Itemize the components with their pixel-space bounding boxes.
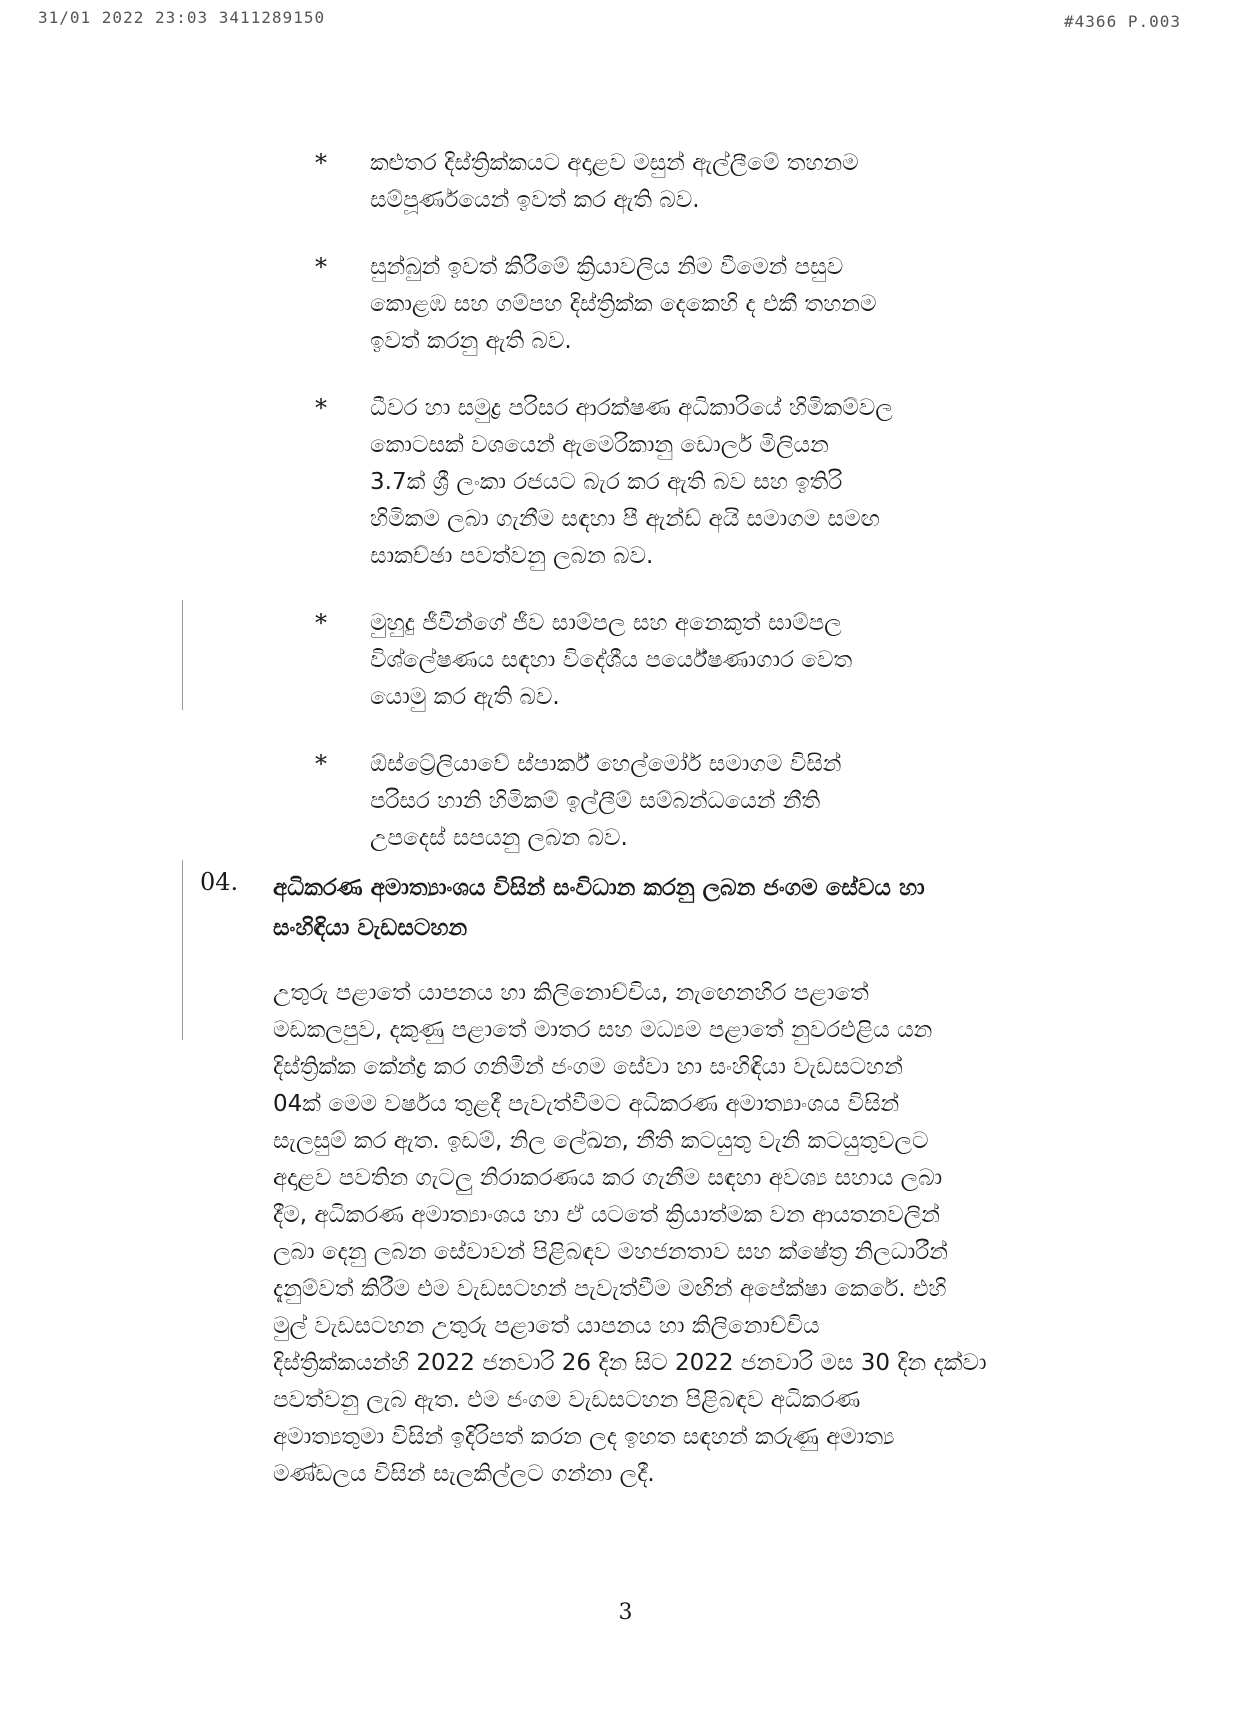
section-04 — [200, 868, 1140, 948]
fax-timestamp: 31/01 2022 23:03 3411289150 — [38, 8, 326, 27]
fax-page-id: #4366 P.003 — [1064, 12, 1181, 31]
bullet-item — [300, 145, 1040, 219]
bullet-text: කළුතර දිස්ත්‍රික්කයට අදාළව මසුන් ඇල්ලීමේ තහනම සම්පූර්ණයෙන් ඉවත් කර ඇති බව. — [370, 150, 859, 213]
bullet-text: සුන්බුන් ඉවත් කිරීමේ ක්‍රියාවලිය නිම වීමෙන් පසුව කොළඹ සහ ගම්පහ දිස්ත්‍රික්ක දෙකෙහි ද එකී තහනම ඉවත් කරනු ඇති බව. — [370, 254, 877, 354]
bullet-text: මුහුදු ජීවීන්ගේ ජීව සාම්පල සහ අනෙකුත් සාම්පල විශ්ලේෂණය සඳහා විදේශීය පර්යේෂණාගාර වෙත යොමු කර ඇති බව. — [370, 610, 853, 710]
bullet-item — [300, 249, 1040, 360]
bullet-item — [300, 746, 1040, 857]
bullet-item — [300, 605, 1040, 716]
bullet-list — [300, 145, 1040, 887]
bullet-star: * — [315, 609, 327, 637]
fax-header — [0, 6, 1251, 30]
page-number: 3 — [618, 1600, 633, 1625]
bullet-star: * — [315, 149, 327, 177]
bullet-text: ඕස්ට්‍රේලියාවේ ස්පාර්ක් හෙල්මෝර් සමාගම විසින් පරිසර හානි හිමිකම් ඉල්ලීම් සම්බන්ධයෙන් නීති උපදෙස් සපයනු ලබන බව. — [370, 751, 842, 851]
margin-mark — [182, 860, 183, 1040]
section-title: අධිකරණ අමාත්‍යාංශය විසින් සංවිධාන කරනු ලබන ජංගම සේවය හා සංහිඳියා වැඩසටහන — [273, 875, 925, 941]
bullet-text: ධීවර හා සමුද්‍ර පරිසර ආරක්ෂණ අධිකාරියේ හිමිකම්වල කොටසක් වශයෙන් ඇමෙරිකානු ඩොලර් මිලියන 3.7ක් ශ්‍රී ලංකා රජයට බැර කර ඇති බව සහ ඉතිරි හිමිකම ලබා ගැනීම සඳහා පී ඇන්ඩ් අයි සමාගම සමඟ සාකච්ඡා පවත්වනු ලබන බව. — [370, 395, 893, 569]
margin-mark — [182, 600, 183, 710]
bullet-item — [300, 390, 1040, 575]
bullet-star: * — [315, 750, 327, 778]
bullet-star: * — [315, 253, 327, 281]
section-body: උතුරු පළාතේ යාපනය හා කිලිනොච්චිය, නැඟෙනහිර පළාතේ මඩකලපුව, දකුණු පළාතේ මාතර සහ මධ්‍යම පළාතේ නුවරඑළිය යන දිස්ත්‍රික්ක කේන්ද්‍ර කර ගනිමින් ජංගම සේවා හා සංහිඳියා වැඩසටහන් 04ක් මෙම වර්ෂය තුළදී පැවැත්වීමට අධිකරණ අමාත්‍යාංශය විසින් සැලසුම් කර ඇත. ඉඩම්, නිල ලේඛන, නීති කටයුතු වැනි කටයුතුවලට අදාළව පවතින ගැටලු නිරාකරණය කර ගැනීම සඳහා අවශ්‍ය සහාය ලබා දීම, අධිකරණ අමාත්‍යාංශය හා ඒ යටතේ ක්‍රියාත්මක වන ආයතනවලින් ලබා දෙනු ලබන සේවාවන් පිළිබඳව මහජනතාව සහ ක්ෂේත්‍ර නිලධාරීන් දැනුම්වත් කිරීම එම වැඩසටහන් පැවැත්වීම මඟින් අපේක්ෂා කෙරේ. එහි මුල් වැඩසටහන උතුරු පළාතේ යාපනය හා කිලිනොච්චිය දිස්ත්‍රික්කයන්හි 2022 ජනවාරි 26 දින සිට 2022 ජනවාරි මස 30 දින දක්වා පවත්වනු ලැබ ඇත. එම ජංගම වැඩසටහන පිළිබඳව අධිකරණ අමාත්‍යතුමා විසින් ඉදිරිපත් කරන ලද ඉහත සඳහන් කරුණු අමාත්‍ය මණ්ඩලය විසින් සැලකිල්ලට ගන්නා ලදී. — [273, 980, 987, 1487]
section-number: 04. — [200, 868, 239, 896]
bullet-star: * — [315, 394, 327, 422]
